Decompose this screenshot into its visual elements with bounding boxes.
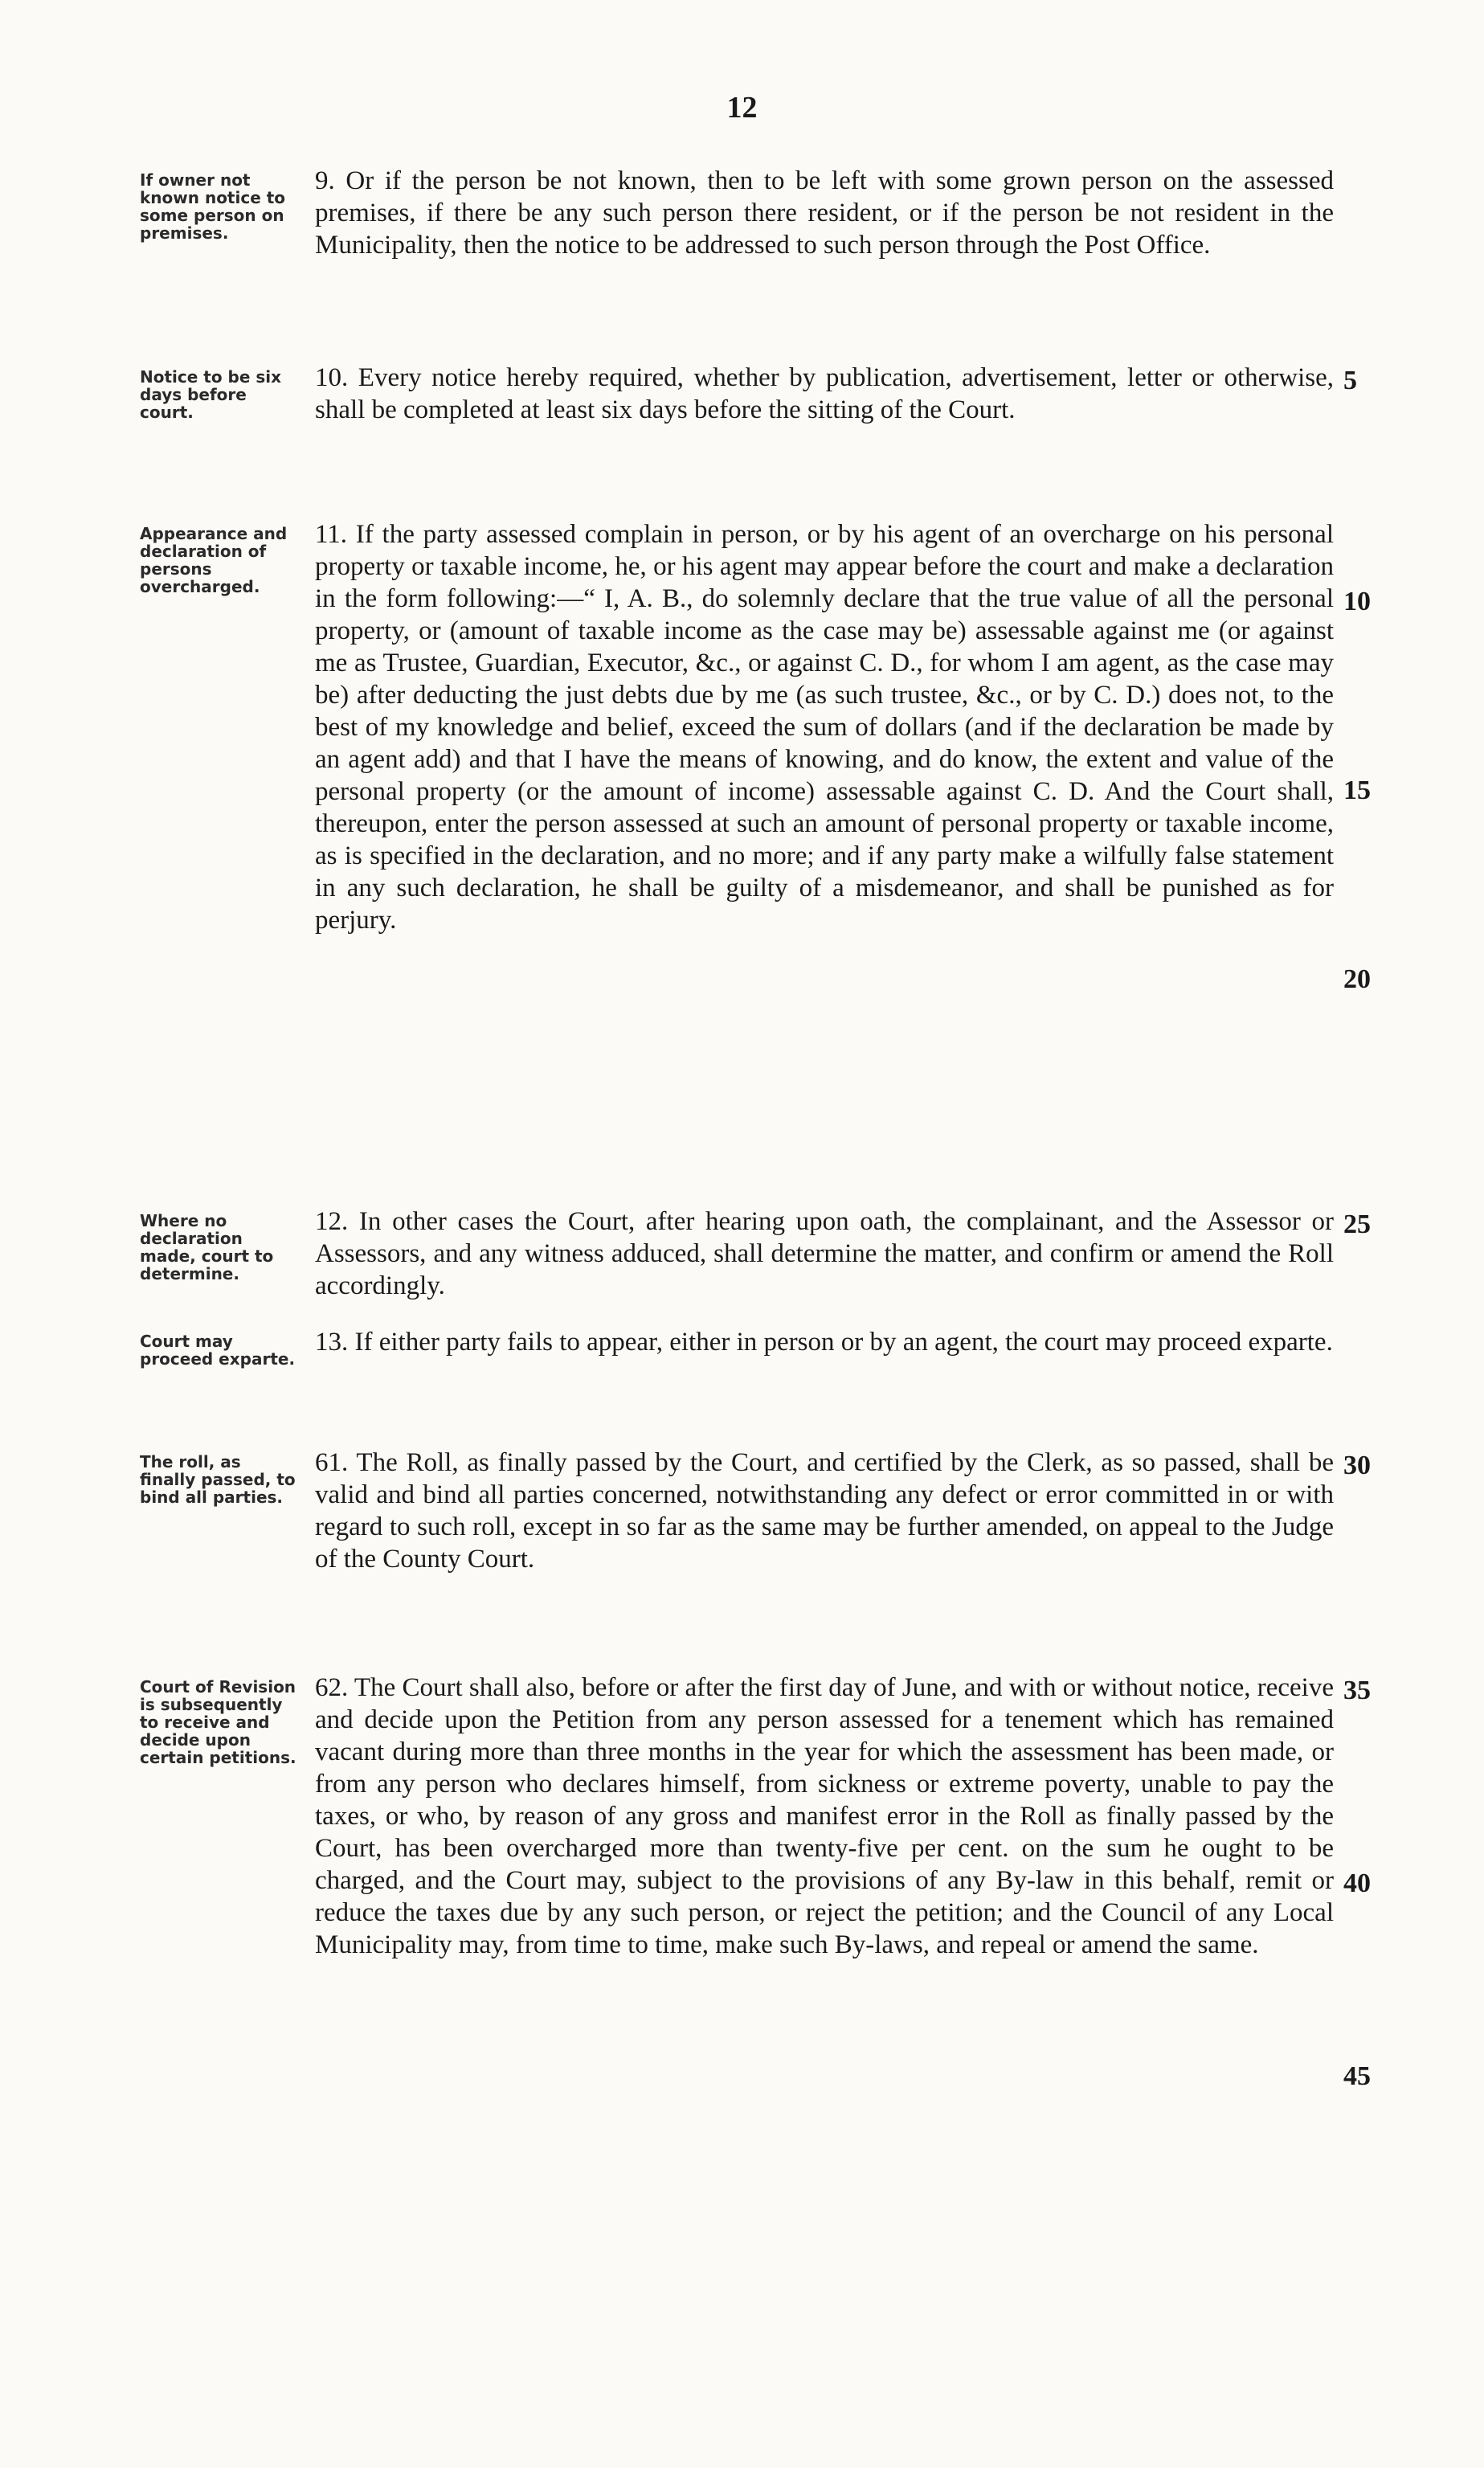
section-text: 9. Or if the person be not known, then to be left with some grown person on the assessed premises, if there be any such person there resident, or if the person be not resident in the Municipality, then the notice to be addressed to such person through the Post Office.	[315, 166, 1334, 260]
line-number: 20	[1343, 964, 1371, 994]
margin-note: Notice to be six days before court.	[140, 367, 282, 422]
margin-note: Court of Revision is subsequently to receive and decide upon certain petitions.	[140, 1677, 296, 1767]
margin-note: The roll, as finally passed, to bind all parties.	[140, 1452, 296, 1507]
line-number: 10	[1343, 587, 1371, 616]
section-text: 11. If the party assessed complain in person, or by his agent of an overcharge on his personal property or taxable income, he, or his agent may appear before the court and make a declaration in the form following:—“ I, A. B., do solemnly declare that the true value of all the personal property, or (amount of taxable income as the case may be) assessable against me (or against me as Trustee, Guardian, Executor, &c., or against C. D., for whom I am agent, as the case may be) after deducting the just debts due by me (as such trustee, &c., or by C. D.) does not, to the best of my knowledge and belief, exceed the sum of dollars (and if the declaration be made by an agent add) and that I have the means of knowing, and do know, the extent and value of the personal property (or the amount of income) assessable against C. D. And the Court shall, thereupon, enter the person assessed at such an amount of personal property or taxable income, as is specified in the declaration, and no more; and if any party make a wilfully false statement in any such declaration, he shall be guilty of a misdemeanor, and shall be punished as for perjury.	[315, 520, 1334, 935]
page-number: 12	[726, 91, 758, 125]
line-number: 40	[1343, 1868, 1371, 1898]
line-number: 15	[1343, 776, 1371, 805]
line-number: 45	[1343, 2061, 1371, 2091]
line-number: 25	[1343, 1209, 1371, 1239]
margin-note: Court may proceed exparte.	[140, 1332, 296, 1369]
section-text: 62. The Court shall also, before or after the first day of June, and with or without notice, receive and decide upon the Petition from any person assessed for a tenement which has remained vacant during more than three months in the year for which the assessment has been made, or from any person who declares himself, from sickness or extreme poverty, unable to pay the taxes, or who, by reason of any gross and manifest error in the Roll as finally passed by the Court, has been overcharged more than twenty-five per cent. on the sum he ought to be charged, and the Court may, subject to the provisions of any By-law in this behalf, remit or reduce the taxes due by any such person, or reject the petition; and the Council of any Local Municipality may, from time to time, make such By-laws, and repeal or amend the same.	[315, 1673, 1334, 1959]
line-number: 30	[1343, 1451, 1371, 1480]
margin-note: Appearance and declaration of persons overcharged.	[140, 524, 288, 596]
section-text: 12. In other cases the Court, after hearing upon oath, the complainant, and the Assessor or Assessors, and any witness adduced, shall determine the matter, and confirm or amend the Roll accordingly.	[315, 1207, 1334, 1300]
line-number: 5	[1343, 366, 1357, 395]
section-text: 10. Every notice hereby required, whether by publication, advertisement, letter or otherwise, shall be completed at least six days before the sitting of the Court.	[315, 363, 1334, 424]
margin-note: Where no declaration made, court to determine.	[140, 1211, 274, 1283]
section-text: 13. If either party fails to appear, either in person or by an agent, the court may proceed exparte.	[315, 1328, 1333, 1357]
section-text: 61. The Roll, as finally passed by the Court, and certified by the Clerk, as so passed, shall be valid and bind all parties concerned, notwithstanding any defect or error committed in or with regard to such roll, except in so far as the same may be further amended, on appeal to the Judge of the County Court.	[315, 1448, 1334, 1574]
line-number: 35	[1343, 1676, 1371, 1705]
margin-note: If owner not known notice to some person on premises.	[140, 170, 286, 243]
